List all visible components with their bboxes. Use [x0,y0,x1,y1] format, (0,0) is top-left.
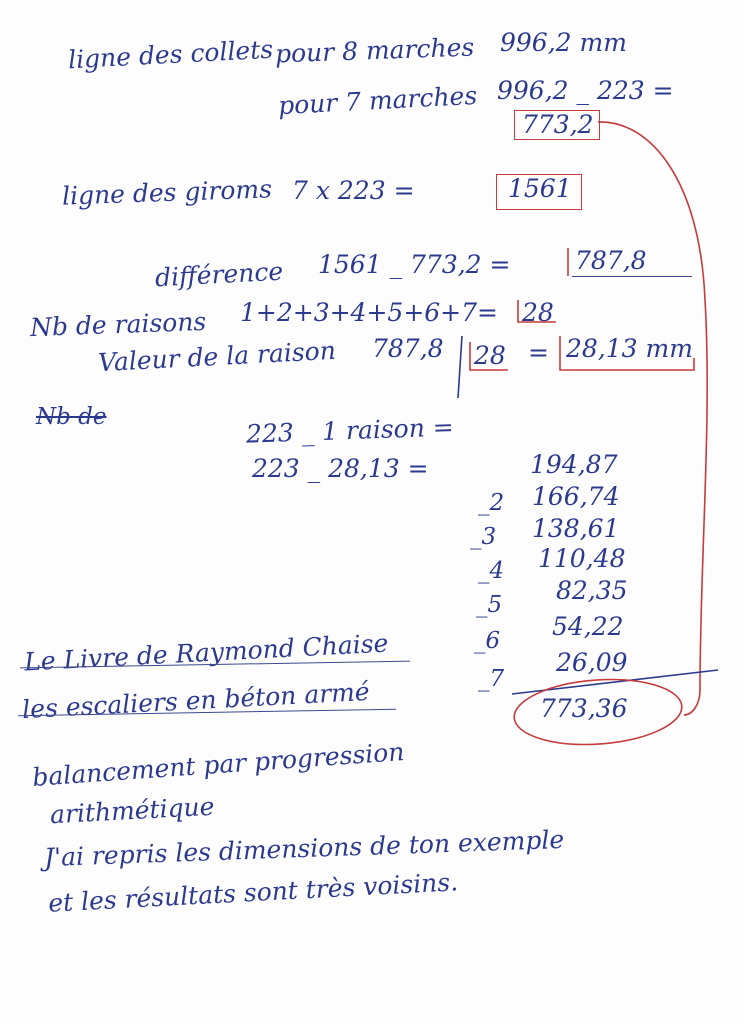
calc-7x223: 7 x 223 = [292,176,415,205]
progression-total: 773,36 [540,694,628,723]
result-773-2: 773,2 [522,110,594,139]
giroms-label: ligne des giroms [61,174,273,211]
difference-label: différence [154,256,284,293]
progression-value-6: 54,22 [552,612,624,641]
progression-value-3: 138,61 [532,514,620,543]
comment-line-1: J'ai repris les dimensions de ton exemple [43,824,565,873]
comment-line-2: et les résultats sont très voisins. [47,867,459,918]
book-title: les escaliers en béton armé [21,676,371,725]
crossed-nb-de: Nb de [36,404,107,430]
fraction-slash [458,336,462,398]
denominator-28: 28 [474,341,506,370]
result-787-8: 787,8 [575,246,647,275]
progression-value-4: 110,48 [538,544,626,573]
collets-value: 996,2 mm [500,28,627,57]
nb-raisons-label: Nb de raisons [29,306,207,343]
progression-mult-6: _6 [474,628,501,654]
equals-sign: = [528,338,549,367]
progression-mult-7: _7 [478,666,505,692]
first-calc: 223 _ 28,13 = [252,454,429,483]
result-28-13-mm: 28,13 mm [566,334,693,363]
progression-mult-3: _3 [470,524,497,550]
result-28: 28 [522,298,554,327]
collets-label: ligne des collets [67,34,274,75]
method-line-1: balancement par progression [31,737,406,792]
calc-996-minus-223: 996,2 _ 223 = [497,76,674,105]
progression-value-2: 166,74 [532,482,620,511]
result-1561: 1561 [508,174,572,203]
valeur-raison-label: Valeur de la raison [97,335,337,378]
numerator-787-8: 787,8 [372,334,444,363]
pour-7-marches: pour 7 marches [277,80,478,121]
underline-787-8 [572,276,692,277]
book-reference: Le Livre de Raymond Chaise [23,628,390,677]
progression-mult-5: _5 [476,592,503,618]
calc-sum-1-to-7: 1+2+3+4+5+6+7= [240,298,498,327]
progression-header: 223 _ 1 raison = [245,412,455,449]
progression-mult-2: _2 [478,490,505,516]
progression-mult-4: _4 [478,558,505,584]
progression-value-1: 194,87 [530,450,618,479]
pour-8-marches: pour 8 marches [274,32,475,69]
progression-value-5: 82,35 [556,576,628,605]
calc-1561-minus-773: 1561 _ 773,2 = [318,250,511,279]
method-line-2: arithmétique [49,791,216,830]
progression-value-7: 26,09 [556,648,628,677]
